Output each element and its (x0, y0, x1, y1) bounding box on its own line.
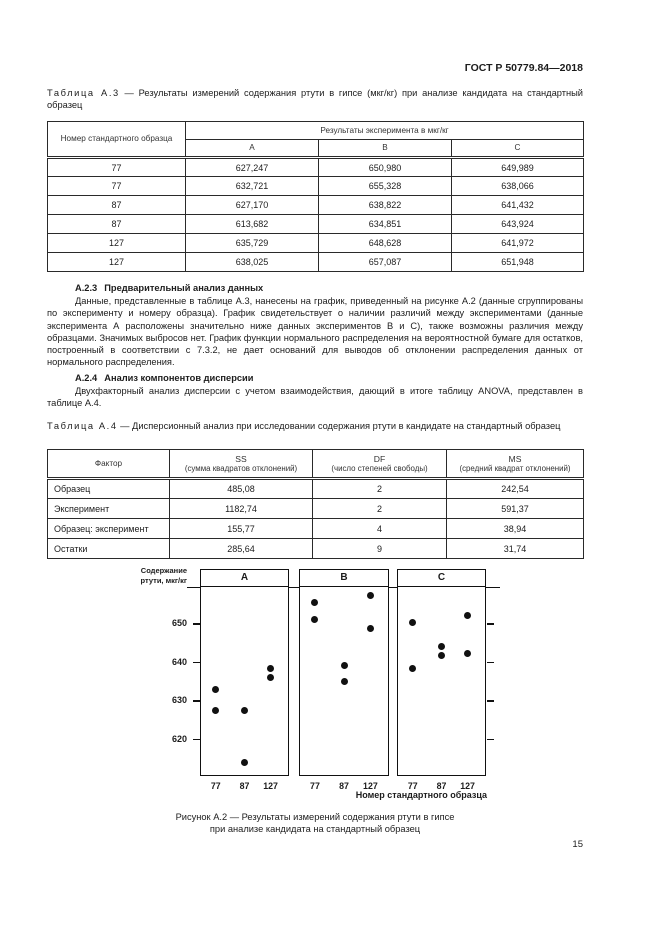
data-point (212, 707, 219, 714)
y-tick (193, 700, 200, 702)
table-cell: 9 (313, 539, 447, 559)
table-cell: 632,721 (186, 177, 319, 196)
y-tick (193, 623, 200, 625)
chart-panel-a (200, 569, 289, 791)
section-number: А.2.4 (75, 373, 98, 383)
data-point (341, 662, 348, 669)
panel-a-header: A (201, 570, 288, 587)
col-header-a: А (186, 140, 319, 158)
data-point (438, 643, 445, 650)
x-tick-label: 127 (460, 781, 475, 791)
data-point (311, 599, 318, 606)
data-point (438, 652, 445, 659)
section-heading-a24 (75, 373, 253, 383)
col-header-ms (447, 450, 584, 479)
y-tick-label: 620 (171, 733, 187, 744)
table-cell: 485,08 (170, 479, 313, 499)
data-point (464, 650, 471, 657)
table-a3-caption-text: — Результаты измерений содержания ртути в гипсе (мкг/кг) при анализе кандидата на стандартный образец (47, 88, 583, 110)
page-number: 15 (572, 839, 583, 850)
table-cell: Образец: эксперимент (48, 519, 170, 539)
table-cell: Образец (48, 479, 170, 499)
data-point (311, 616, 318, 623)
figure-caption (47, 812, 583, 836)
col-desc: (средний квадрат отклонений) (459, 463, 571, 473)
table-cell: 591,37 (447, 499, 584, 519)
table-cell: 4 (313, 519, 447, 539)
col-header-b: В (319, 140, 452, 158)
table-a4-caption (47, 421, 583, 433)
x-tick-label: 87 (339, 781, 349, 791)
table-row (48, 479, 584, 499)
table-cell: 87 (48, 196, 186, 215)
x-tick-label: 77 (310, 781, 320, 791)
y-axis-label-line2: ртути, мкг/кг (140, 575, 187, 585)
data-point (409, 619, 416, 626)
data-point (267, 665, 274, 672)
data-point (212, 686, 219, 693)
table-row (48, 539, 584, 559)
panel-b-header: B (300, 570, 388, 587)
section-heading-a23 (75, 283, 263, 293)
paragraph-a23: Данные, представленные в таблице А.3, нанесены на график, приведенный на рисунке А.2 (данные сгруппированы по эксперименту и номеру образца). График свидетельствует о наличии различий между экспериментами (данные эксперимента А расположены значительно ниже данных экспериментов В и С), также возможны различия между образцами. Значимых выбросов нет. График функции нормального распределения на вероятностной бумаге для остатков, построенный в соответствии с 7.3.2, не дает оснований для выводов об отклонении распределения данных от нормального распределения. (47, 296, 583, 368)
paragraph-a24: Двухфакторный анализ дисперсии с учетом взаимодействия, дающий в итоге таблицу ANOVA, представлен в таблице А.4. (47, 386, 583, 409)
chart-panel-c (397, 569, 486, 791)
y-tick-label: 640 (171, 656, 187, 667)
table-cell: Остатки (48, 539, 170, 559)
y-axis-label-line1: Содержание (140, 566, 187, 575)
table-cell: 634,851 (319, 215, 452, 234)
table-cell: 638,066 (452, 177, 584, 196)
col-desc: (число степеней свободы) (331, 463, 428, 473)
table-cell: 643,924 (452, 215, 584, 234)
table-cell: 650,980 (319, 158, 452, 177)
x-tick-label: 127 (263, 781, 278, 791)
data-point (341, 678, 348, 685)
table-cell: 127 (48, 253, 186, 272)
table-cell: 641,432 (452, 196, 584, 215)
document-header: ГОСТ Р 50779.84—2018 (464, 62, 583, 74)
table-row (48, 196, 584, 215)
data-point (267, 674, 274, 681)
table-row (48, 234, 584, 253)
table-cell: 649,989 (452, 158, 584, 177)
col-header-factor: Фактор (48, 450, 170, 479)
figure-a2 (47, 565, 583, 810)
x-tick-label: 127 (363, 781, 378, 791)
x-tick-label: 77 (210, 781, 221, 791)
table-cell: 1182,74 (170, 499, 313, 519)
section-number: А.2.3 (75, 283, 98, 293)
table-a3-header-row (48, 122, 584, 140)
table-row (48, 499, 584, 519)
x-axis-label: Номер стандартного образца (355, 790, 487, 800)
table-cell: 627,247 (186, 158, 319, 177)
y-tick (193, 739, 200, 741)
table-cell: Эксперимент (48, 499, 170, 519)
table-cell: 2 (313, 499, 447, 519)
panel-c-header: C (398, 570, 485, 587)
table-row (48, 253, 584, 272)
chart-panel-b (299, 569, 389, 791)
figure-caption-line2: при анализе кандидата на стандартный образец (209, 823, 421, 834)
figure-caption-line1: Рисунок А.2 — Результаты измерений содержания ртути в гипсе (175, 812, 455, 822)
table-cell: 613,682 (186, 215, 319, 234)
col-abbr: DF (373, 453, 386, 464)
data-point (367, 625, 374, 632)
col-header-c: С (452, 140, 584, 158)
table-cell: 651,948 (452, 253, 584, 272)
table-cell: 77 (48, 177, 186, 196)
col-desc: (сумма квадратов отклонений) (184, 463, 298, 473)
table-a3-caption-label: Таблица А.3 (47, 88, 120, 98)
y-tick (487, 700, 494, 702)
panel-b-plot (300, 587, 388, 775)
y-tick-label: 630 (171, 695, 187, 706)
table-cell: 657,087 (319, 253, 452, 272)
panel-c-plot (398, 587, 485, 775)
table-cell: 285,64 (170, 539, 313, 559)
table-row (48, 215, 584, 234)
table-a4-caption-label: Таблица А.4 (47, 421, 118, 431)
x-tick-label: 77 (407, 781, 418, 791)
section-title: Анализ компонентов дисперсии (104, 373, 254, 383)
table-cell: 627,170 (186, 196, 319, 215)
table-a3-caption (47, 88, 583, 111)
table-cell: 31,74 (447, 539, 584, 559)
table-a4-caption-text: — Дисперсионный анализ при исследовании содержания ртути в кандидате на стандартный образец (117, 421, 561, 431)
table-cell: 77 (48, 158, 186, 177)
col-header-results-group: Результаты эксперимента в мкг/кг (186, 122, 584, 140)
col-header-sample-number: Номер стандартного образца (48, 122, 186, 158)
panel-a-plot (201, 587, 288, 775)
table-cell: 641,972 (452, 234, 584, 253)
y-tick (487, 623, 494, 625)
table-cell: 242,54 (447, 479, 584, 499)
table-row (48, 177, 584, 196)
data-point (409, 665, 416, 672)
table-cell: 638,822 (319, 196, 452, 215)
col-header-ss (170, 450, 313, 479)
table-cell: 655,328 (319, 177, 452, 196)
table-a4-header-row (48, 450, 584, 479)
data-point (464, 612, 471, 619)
table-row (48, 519, 584, 539)
table-cell: 648,628 (319, 234, 452, 253)
col-abbr: SS (235, 453, 247, 464)
col-abbr: MS (508, 453, 522, 464)
y-tick-label: 650 (171, 618, 187, 629)
table-cell: 2 (313, 479, 447, 499)
data-point (367, 592, 374, 599)
table-a3 (47, 121, 584, 272)
data-point (241, 707, 248, 714)
table-cell: 635,729 (186, 234, 319, 253)
table-cell: 38,94 (447, 519, 584, 539)
y-tick (487, 662, 494, 664)
y-tick (193, 662, 200, 664)
data-point (241, 759, 248, 766)
x-tick-label: 87 (239, 781, 250, 791)
table-cell: 638,025 (186, 253, 319, 272)
y-tick (487, 739, 494, 741)
table-row (48, 158, 584, 177)
table-cell: 127 (48, 234, 186, 253)
table-a4 (47, 449, 584, 559)
col-header-df (313, 450, 447, 479)
table-cell: 87 (48, 215, 186, 234)
section-title: Предварительный анализ данных (104, 283, 264, 293)
x-tick-label: 87 (436, 781, 447, 791)
table-cell: 155,77 (170, 519, 313, 539)
